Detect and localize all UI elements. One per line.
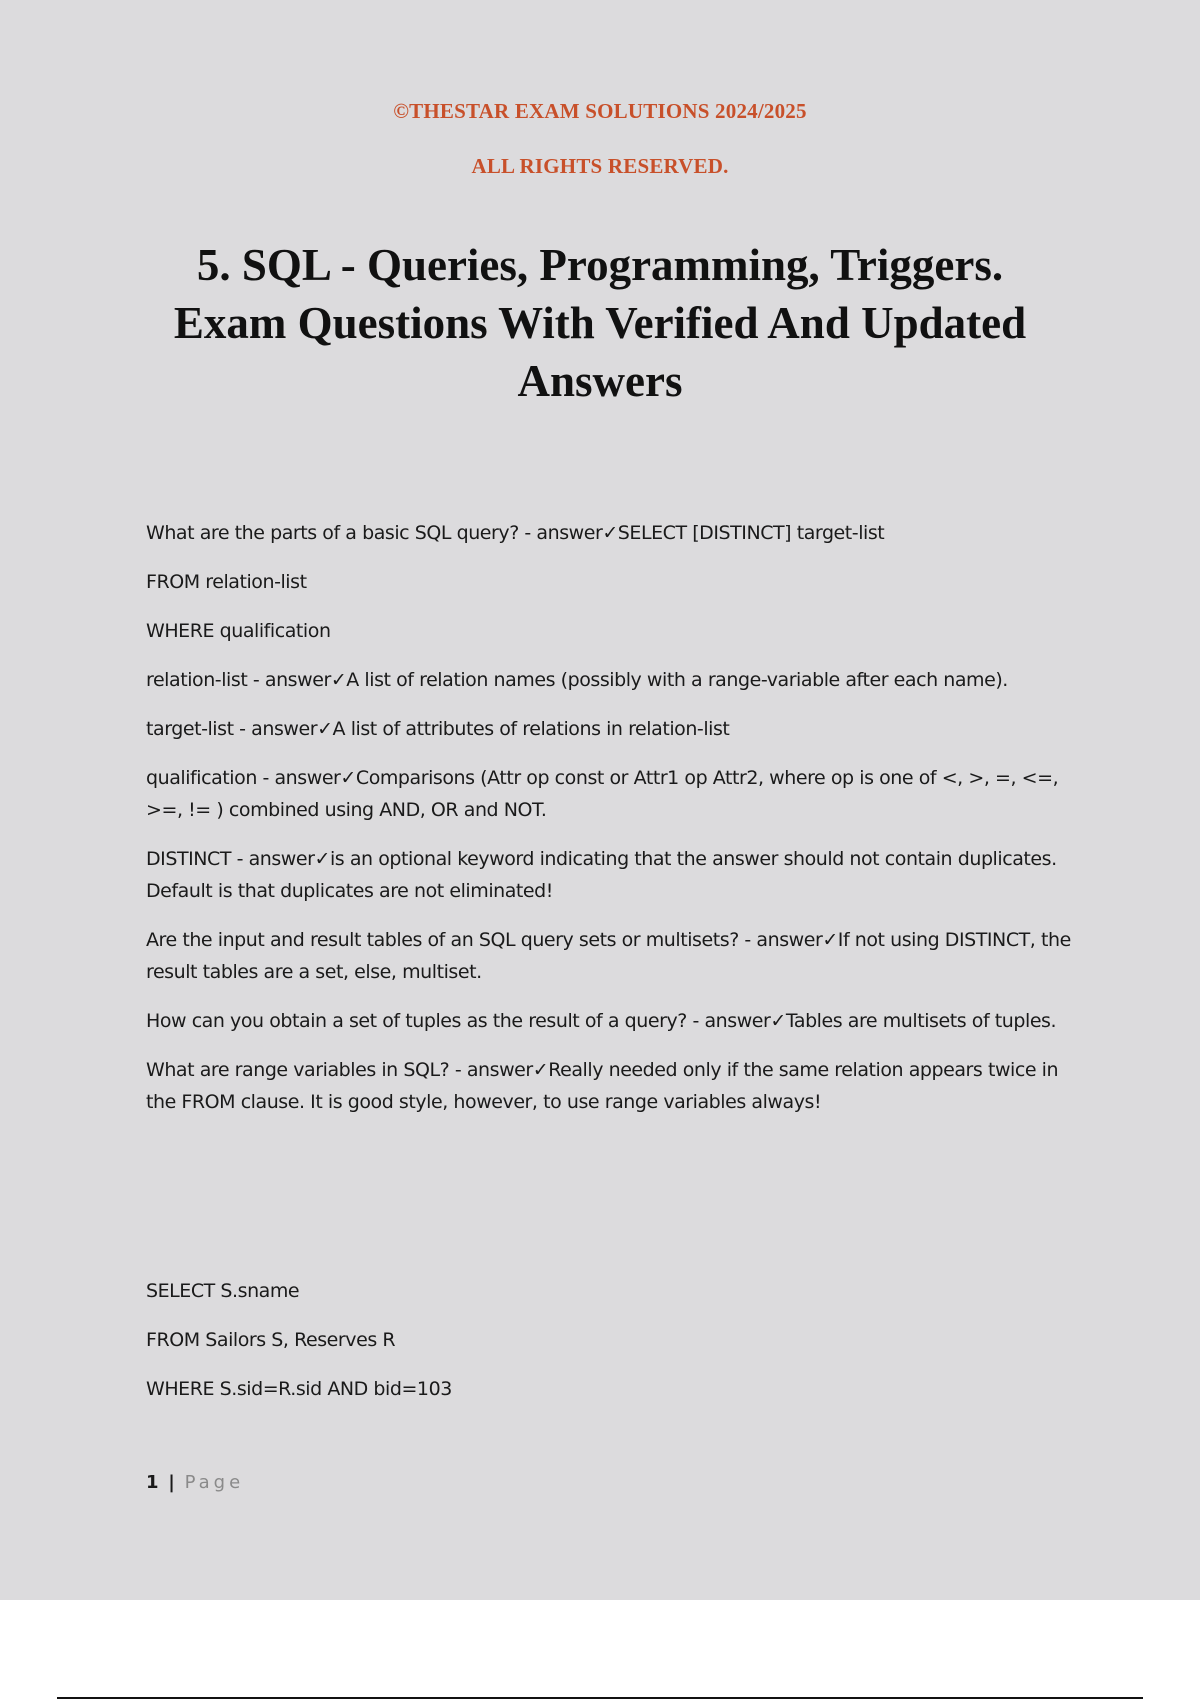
title-line-1: 5. SQL - Queries, Programming, Triggers. (196, 240, 1004, 290)
sql-line: SELECT S.sname (146, 1280, 300, 1302)
qa-item: target-list - answer✓A list of attributes of relations in relation-list (146, 718, 730, 740)
page-number: 1 (146, 1472, 159, 1493)
qa-item: FROM relation-list (146, 571, 307, 593)
next-page-top-rule (57, 1697, 1143, 1699)
title-line-2: Exam Questions With Verified And Updated (173, 298, 1027, 348)
page-footer (146, 1472, 244, 1493)
qa-item: What are the parts of a basic SQL query? - answer✓SELECT [DISTINCT] target-list (146, 522, 885, 544)
sql-example (146, 1275, 1046, 1422)
qa-item: How can you obtain a set of tuples as the result of a query? - answer✓Tables are multisets of tuples. (146, 1010, 1057, 1032)
title-line-3: Answers (517, 356, 683, 406)
qa-item: WHERE qualification (146, 620, 331, 642)
sql-line: WHERE S.sid=R.sid AND bid=103 (146, 1378, 452, 1400)
rights-reserved-notice: ALL RIGHTS RESERVED. (471, 154, 729, 178)
qa-item: Are the input and result tables of an SQL query sets or multisets? - answer✓If not using DISTINCT, the result tables are a set, else, multiset. (146, 929, 1071, 983)
page-label: Page (184, 1472, 245, 1493)
qa-item: DISTINCT - answer✓is an optional keyword indicating that the answer should not contain duplicates. Default is that duplicates are not eliminated! (146, 848, 1057, 902)
qa-list (146, 517, 1086, 1135)
qa-item: What are range variables in SQL? - answer✓Really needed only if the same relation appears twice in the FROM clause. It is good style, however, to use range variables always! (146, 1059, 1059, 1113)
document-title (100, 236, 1100, 410)
qa-item: qualification - answer✓Comparisons (Attr op const or Attr1 op Attr2, where op is one of <, >, =, <=, >=, != ) combined using AND, OR and NOT. (146, 767, 1059, 821)
qa-item: relation-list - answer✓A list of relation names (possibly with a range-variable after each name). (146, 669, 1008, 691)
sql-line: FROM Sailors S, Reserves R (146, 1329, 396, 1351)
page-separator: | (168, 1472, 175, 1493)
copyright-notice: ©THESTAR EXAM SOLUTIONS 2024/2025 (393, 99, 807, 123)
